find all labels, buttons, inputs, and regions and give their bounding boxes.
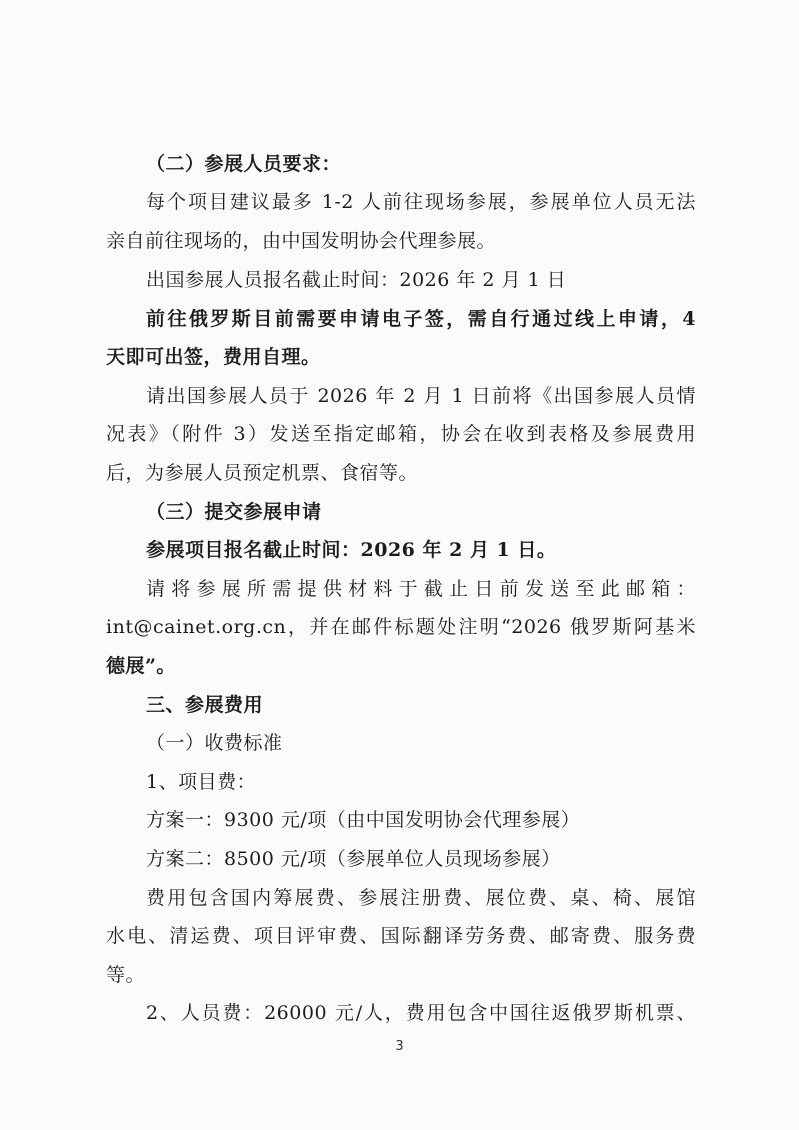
section-heading-personnel-requirements: （二）参展人员要求： (146, 153, 342, 175)
subsection-heading-fee-standard: （一）收费标准 (146, 732, 283, 754)
section-heading-submit-application: （三）提交参展申请 (146, 501, 322, 523)
paragraph-line: 请出国参展人员于 2026 年 2 月 1 日前将《出国参展人员情 (146, 385, 696, 407)
paragraph-line: 后，为参展人员预定机票、食宿等。 (106, 462, 419, 484)
list-item: 1、项目费： (146, 771, 257, 793)
list-item: 方案二：8500 元/项（参展单位人员现场参展） (146, 848, 561, 870)
paragraph-line: 费用包含国内筹展费、参展注册费、展位费、桌、椅、展馆 (146, 887, 696, 909)
paragraph-line: 每个项目建议最多 1-2 人前往现场参展，参展单位人员无法 (146, 191, 696, 213)
paragraph-line: 出国参展人员报名截止时间：2026 年 2 月 1 日 (146, 269, 567, 291)
email-line: int@cainet.org.cn，并在邮件标题处注明“2026 俄罗斯阿基米 (106, 616, 696, 638)
paragraph-line: 况表》（附件 3）发送至指定邮箱，协会在收到表格及参展费用 (106, 423, 696, 445)
paragraph-line: 水电、清运费、项目评审费、国际翻译劳务费、邮寄费、服务费 (106, 925, 696, 947)
paragraph-line: 亲自前往现场的，由中国发明协会代理参展。 (106, 230, 497, 252)
paragraph-line: 德展”。 (106, 655, 176, 677)
list-item: 方案一：9300 元/项（由中国发明协会代理参展） (146, 809, 581, 831)
section-heading-fees: 三、参展费用 (146, 694, 264, 716)
paragraph-line: 2、人员费：26000 元/人，费用包含中国往返俄罗斯机票、 (146, 1002, 696, 1024)
paragraph-line: 请将参展所需提供材料于截止日前发送至此邮箱： (146, 578, 696, 600)
paragraph-line: 等。 (106, 964, 146, 986)
bold-paragraph-line: 前往俄罗斯目前需要申请电子签，需自行通过线上申请，4 (146, 308, 696, 330)
page-number: 3 (395, 1039, 404, 1054)
bold-paragraph-line: 参展项目报名截止时间：2026 年 2 月 1 日。 (146, 539, 557, 561)
bold-paragraph-line: 天即可出签，费用自理。 (106, 346, 321, 368)
